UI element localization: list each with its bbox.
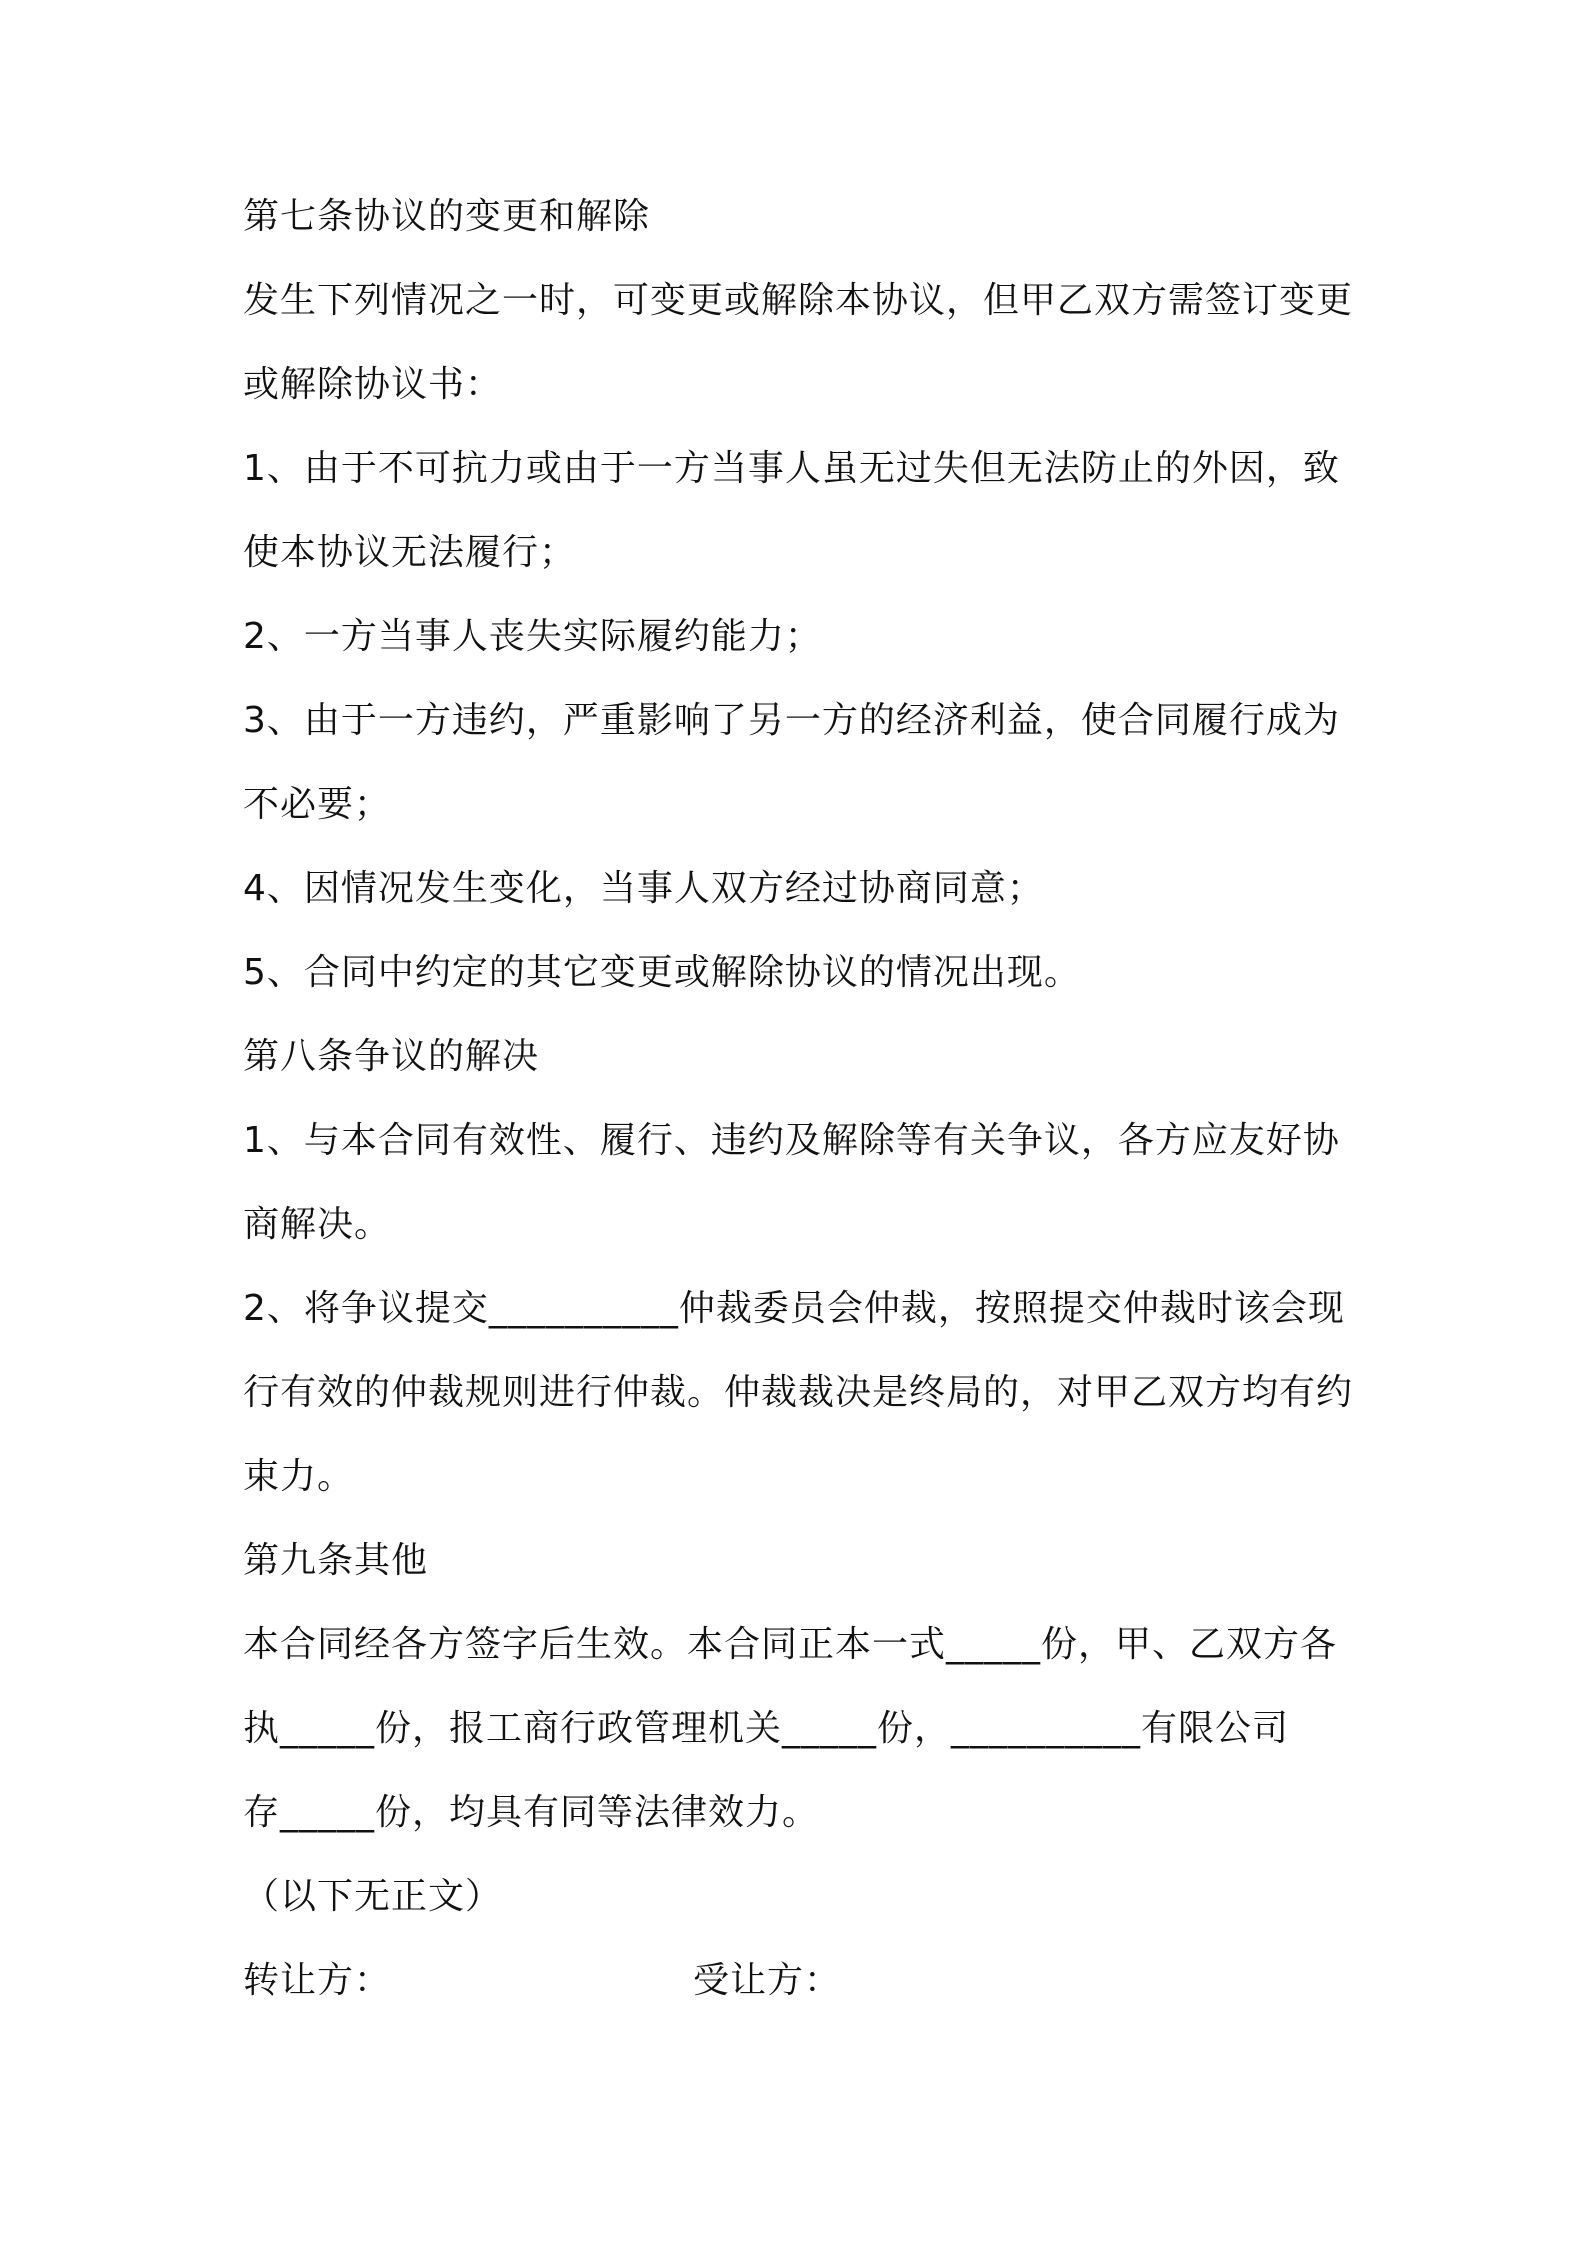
list-item-line: 使本协议无法履行；: [243, 532, 577, 573]
heading-article-8: 第八条争议的解决: [243, 1036, 540, 1077]
list-item-line: 1、由于不可抗力或由于一方当事人虽无过失但无法防止的外因，致: [243, 448, 1340, 489]
list-item-line: 2、一方当事人丧失实际履约能力；: [243, 616, 822, 657]
heading-article-7: 第七条协议的变更和解除: [243, 196, 651, 237]
paragraph-line: 或解除协议书：: [243, 364, 503, 405]
no-further-text-note: （以下无正文）: [243, 1876, 503, 1917]
paragraph-line: 发生下列情况之一时，可变更或解除本协议，但甲乙双方需签订变更: [243, 280, 1354, 321]
list-item-line: 不必要；: [243, 784, 392, 825]
list-item-line: 5、合同中约定的其它变更或解除协议的情况出现。: [243, 952, 1081, 993]
list-item-line: 4、因情况发生变化，当事人双方经过协商同意；: [243, 868, 1044, 909]
document-page: [243, 196, 1363, 2002]
list-item-line: 2、将争议提交__________仲裁委员会仲裁，按照提交仲裁时该会现: [243, 1288, 1345, 1329]
paragraph-line: 执_____份，报工商行政管理机关_____份，__________有限公司: [243, 1708, 1290, 1749]
list-item-line: 3、由于一方违约，严重影响了另一方的经济利益，使合同履行成为: [243, 700, 1340, 741]
list-item-line: 束力。: [243, 1456, 355, 1497]
signature-row: [243, 1960, 1363, 2002]
transferor-label: 转让方：: [243, 1960, 392, 2001]
transferee-label: 受让方：: [693, 1960, 842, 2001]
list-item-line: 行有效的仲裁规则进行仲裁。仲裁裁决是终局的，对甲乙双方均有约: [243, 1372, 1354, 1413]
paragraph-line: 本合同经各方签字后生效。本合同正本一式_____份，甲、乙双方各: [243, 1624, 1338, 1665]
paragraph-line: 存_____份，均具有同等法律效力。: [243, 1792, 820, 1833]
heading-article-9: 第九条其他: [243, 1540, 429, 1581]
list-item-line: 商解决。: [243, 1204, 392, 1245]
list-item-line: 1、与本合同有效性、履行、违约及解除等有关争议，各方应友好协: [243, 1120, 1340, 1161]
